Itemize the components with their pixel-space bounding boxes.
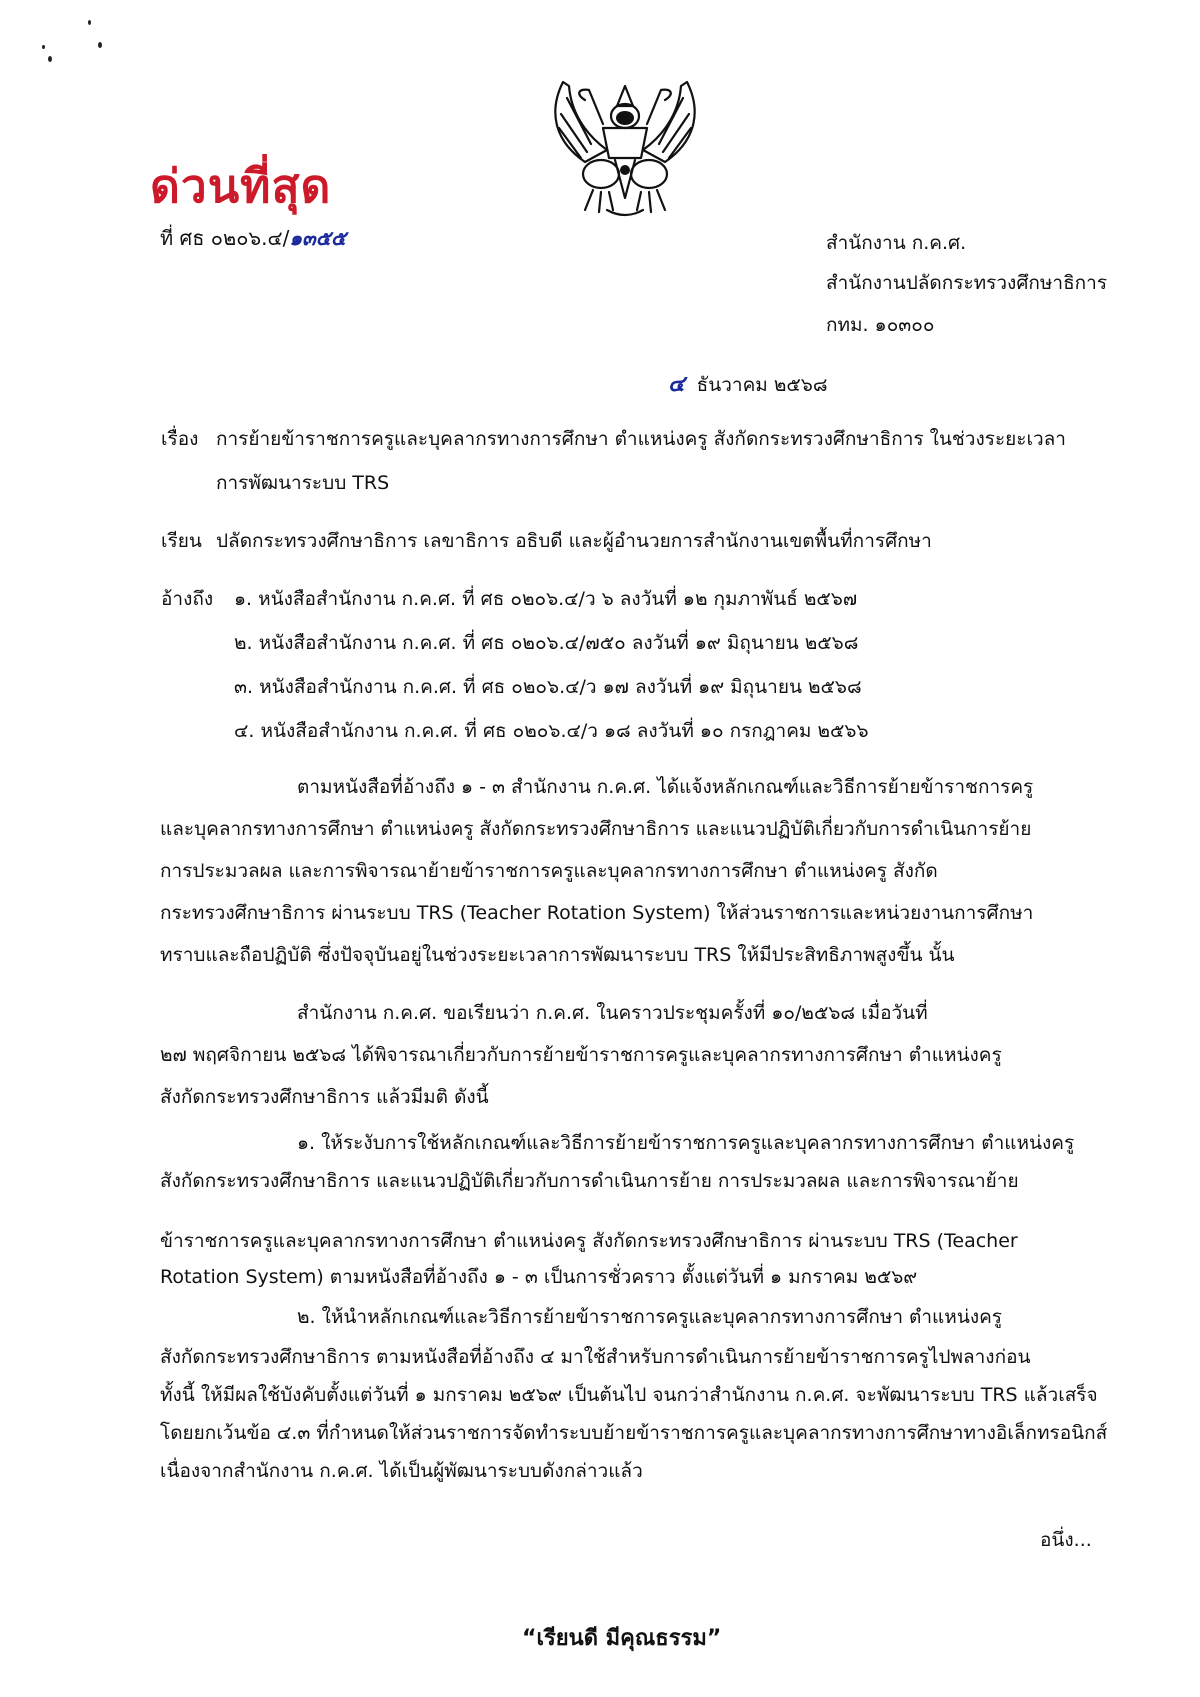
subject-line-2: การพัฒนาระบบ TRS bbox=[216, 472, 390, 494]
scan-speck bbox=[42, 45, 45, 49]
resolution-1-line: สังกัดกระทรวงศึกษาธิการ และแนวปฏิบัติเกี่ยวกับการดำเนินการย้าย การประมวลผล และการพิจารณาย้าย bbox=[160, 1170, 1019, 1192]
paragraph-1-line: กระทรวงศึกษาธิการ ผ่านระบบ TRS (Teacher Rotation System) ให้ส่วนราชการและหน่วยงานการศึกษา bbox=[160, 902, 1034, 924]
scan-speck bbox=[98, 42, 102, 48]
reference-item-2: ๒. หนังสือสำนักงาน ก.ค.ศ. ที่ ศธ ๐๒๐๖.๔/๗๕๐ ลงวันที่ ๑๙ มิถุนายน ๒๕๖๘ bbox=[234, 632, 859, 654]
sender-ministry: สำนักงานปลัดกระทรวงศึกษาธิการ bbox=[826, 272, 1108, 294]
date-month-year: ธันวาคม ๒๕๖๘ bbox=[696, 374, 828, 396]
paragraph-2-line: ๒๗ พฤศจิกายน ๒๕๖๘ ได้พิจารณาเกี่ยวกับการย้ายข้าราชการครูและบุคลากรทางการศึกษา ตำแหน่งครู bbox=[160, 1044, 1002, 1066]
document-number-handwritten: ๑๓๕๕ bbox=[289, 226, 346, 250]
resolution-1-line: Rotation System) ตามหนังสือที่อ้างถึง ๑ - ๓ เป็นการชั่วคราว ตั้งแต่วันที่ ๑ มกราคม ๒๕๖๙ bbox=[160, 1266, 918, 1288]
resolution-1-line: ๑. ให้ระงับการใช้หลักเกณฑ์และวิธีการย้ายข้าราชการครูและบุคลากรทางการศึกษา ตำแหน่งครู bbox=[297, 1132, 1075, 1154]
scan-speck bbox=[88, 20, 91, 25]
urgency-stamp: ด่วนที่สุด bbox=[150, 159, 332, 213]
subject-line-1: การย้ายข้าราชการครูและบุคลากรทางการศึกษา ตำแหน่งครู สังกัดกระทรวงศึกษาธิการ ในช่วงระยะเวลา bbox=[216, 428, 1066, 450]
document-number bbox=[160, 222, 346, 254]
subject-label: เรื่อง bbox=[161, 428, 199, 450]
paragraph-1-line: ทราบและถือปฏิบัติ ซึ่งปัจจุบันอยู่ในช่วงระยะเวลาการพัฒนาระบบ TRS ให้มีประสิทธิภาพสูงขึ้น นั้น bbox=[160, 944, 955, 966]
paragraph-1-line: การประมวลผล และการพิจารณาย้ายข้าราชการครูและบุคลากรทางการศึกษา ตำแหน่งครู สังกัด bbox=[160, 860, 938, 882]
recipient-text: ปลัดกระทรวงศึกษาธิการ เลขาธิการ อธิบดี และผู้อำนวยการสำนักงานเขตพื้นที่การศึกษา bbox=[216, 530, 932, 552]
recipient-label: เรียน bbox=[161, 530, 202, 552]
paragraph-1-line: และบุคลากรทางการศึกษา ตำแหน่งครู สังกัดกระทรวงศึกษาธิการ และแนวปฏิบัติเกี่ยวกับการดำเนินการย้าย bbox=[160, 818, 1032, 840]
resolution-2-line: โดยยกเว้นข้อ ๔.๓ ที่กำหนดให้ส่วนราชการจัดทำระบบย้ายข้าราชการครูและบุคลากรทางการศึกษาทางอิเล็กทรอนิกส์ bbox=[160, 1422, 1108, 1444]
document-number-prefix: ที่ ศธ ๐๒๐๖.๔/ bbox=[160, 226, 290, 250]
resolution-2-line: เนื่องจากสำนักงาน ก.ค.ศ. ได้เป็นผู้พัฒนาระบบดังกล่าวแล้ว bbox=[160, 1460, 643, 1482]
garuda-emblem-icon bbox=[545, 70, 705, 220]
date-day-handwritten: ๔ bbox=[668, 372, 685, 397]
reference-item-3: ๓. หนังสือสำนักงาน ก.ค.ศ. ที่ ศธ ๐๒๐๖.๔/ว ๑๗ ลงวันที่ ๑๙ มิถุนายน ๒๕๖๘ bbox=[234, 676, 862, 698]
letter-date bbox=[668, 366, 827, 401]
scan-speck bbox=[48, 56, 52, 62]
paragraph-1-line: ตามหนังสือที่อ้างถึง ๑ - ๓ สำนักงาน ก.ค.ศ. ได้แจ้งหลักเกณฑ์และวิธีการย้ายข้าราชการครู bbox=[297, 776, 1034, 798]
resolution-2-line: ๒. ให้นำหลักเกณฑ์และวิธีการย้ายข้าราชการครูและบุคลากรทางการศึกษา ตำแหน่งครู bbox=[297, 1306, 1003, 1328]
sender-office: สำนักงาน ก.ค.ศ. bbox=[826, 232, 967, 254]
resolution-2-line: สังกัดกระทรวงศึกษาธิการ ตามหนังสือที่อ้างถึง ๔ มาใช้สำหรับการดำเนินการย้ายข้าราชการครูไปพลางก่อน bbox=[160, 1346, 1031, 1368]
ministry-motto: “เรียนดี มีคุณธรรม” bbox=[522, 1626, 722, 1651]
references-label: อ้างถึง bbox=[161, 588, 214, 610]
resolution-2-line: ทั้งนี้ ให้มีผลใช้บังคับตั้งแต่วันที่ ๑ มกราคม ๒๕๖๙ เป็นต้นไป จนกว่าสำนักงาน ก.ค.ศ. จะพัฒนาระบบ TRS แล้วเสร็จ bbox=[160, 1384, 1098, 1406]
reference-item-1: ๑. หนังสือสำนักงาน ก.ค.ศ. ที่ ศธ ๐๒๐๖.๔/ว ๖ ลงวันที่ ๑๒ กุมภาพันธ์ ๒๕๖๗ bbox=[234, 588, 858, 610]
continuation-marker: อนึ่ง... bbox=[1040, 1529, 1092, 1551]
paragraph-2-line: สังกัดกระทรวงศึกษาธิการ แล้วมีมติ ดังนี้ bbox=[160, 1086, 489, 1108]
paragraph-2-line: สำนักงาน ก.ค.ศ. ขอเรียนว่า ก.ค.ศ. ในคราวประชุมครั้งที่ ๑๐/๒๕๖๘ เมื่อวันที่ bbox=[297, 1002, 928, 1024]
sender-postal: กทม. ๑๐๓๐๐ bbox=[826, 314, 935, 336]
resolution-1-line: ข้าราชการครูและบุคลากรทางการศึกษา ตำแหน่งครู สังกัดกระทรวงศึกษาธิการ ผ่านระบบ TRS (Teacher bbox=[160, 1230, 1018, 1252]
reference-item-4: ๔. หนังสือสำนักงาน ก.ค.ศ. ที่ ศธ ๐๒๐๖.๔/ว ๑๘ ลงวันที่ ๑๐ กรกฎาคม ๒๕๖๖ bbox=[234, 720, 869, 742]
